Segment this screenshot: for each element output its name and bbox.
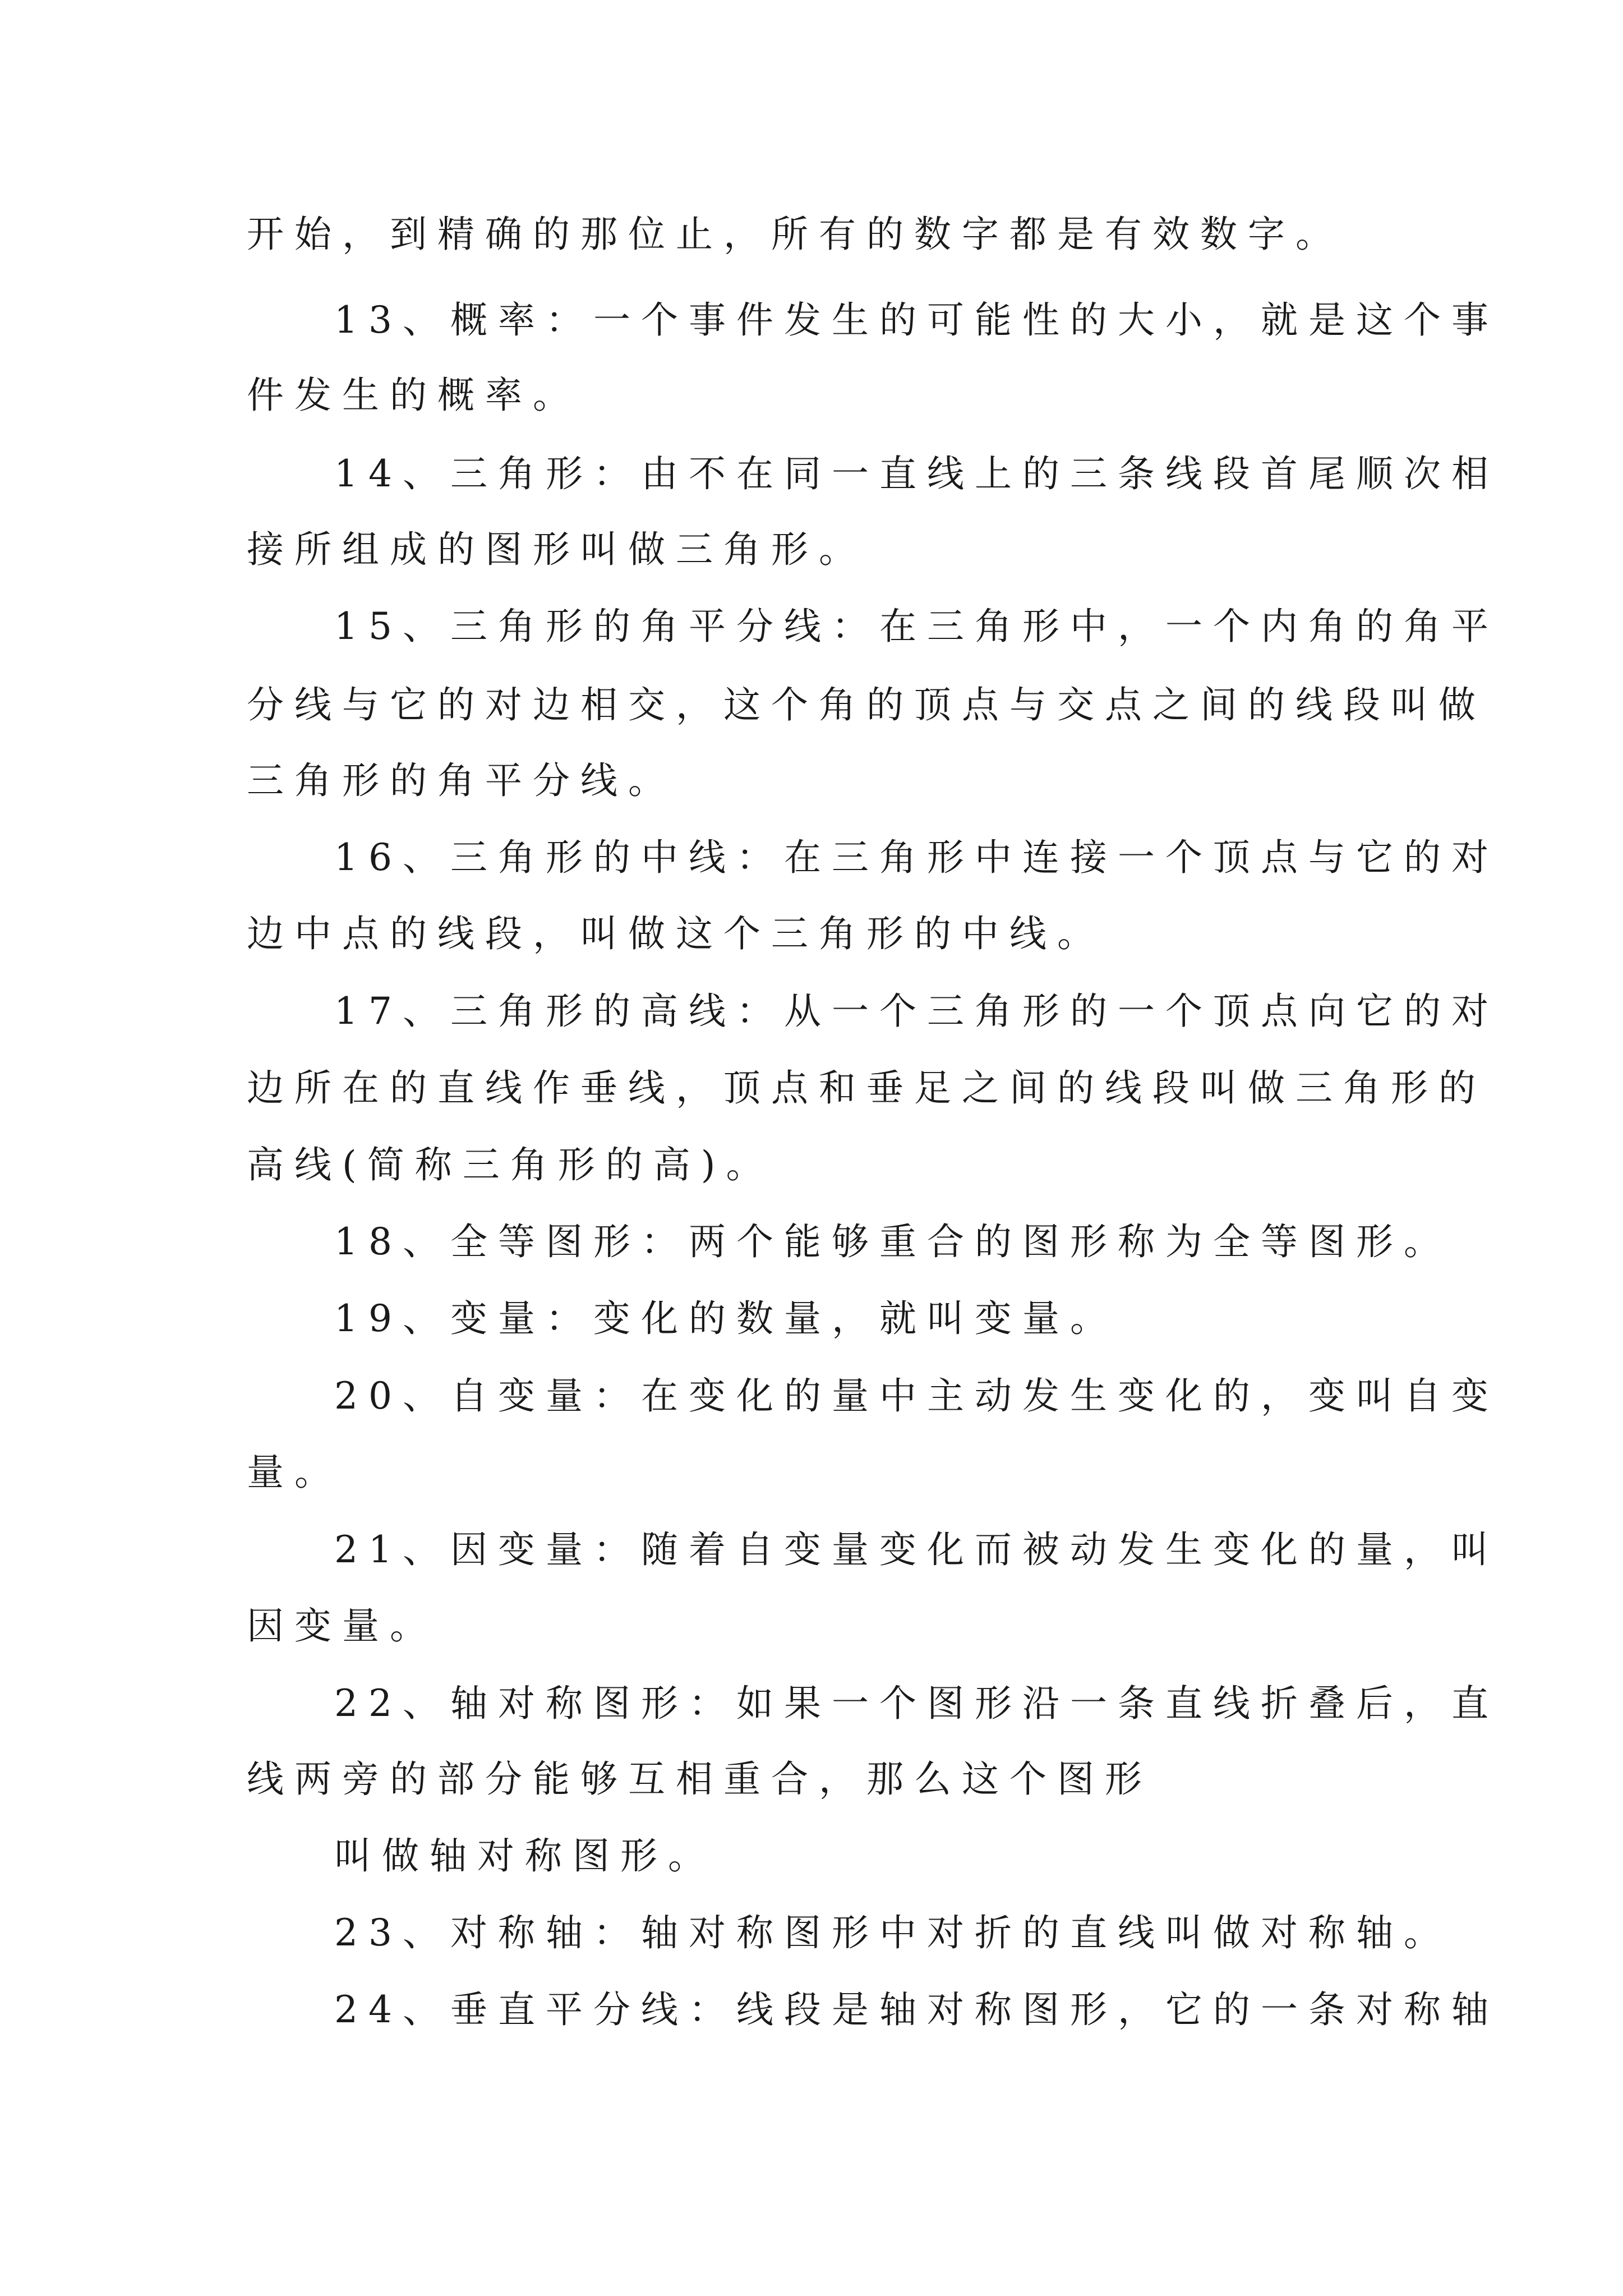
text-line-item-16: 16、三角形的中线：在三角形中连接一个顶点与它的对 [334, 836, 1499, 879]
text-line: 边中点的线段，叫做这个三角形的中线。 [247, 912, 1105, 955]
text-line-item-17: 17、三角形的高线：从一个三角形的一个顶点向它的对 [334, 990, 1499, 1033]
text-line-item-15: 15、三角形的角平分线：在三角形中，一个内角的角平 [334, 605, 1499, 648]
text-line-item-22: 22、轴对称图形：如果一个图形沿一条直线折叠后，直 [334, 1682, 1499, 1725]
text-line-item-13: 13、概率：一个事件发生的可能性的大小，就是这个事 [334, 298, 1499, 342]
text-line: 分线与它的对边相交，这个角的顶点与交点之间的线段叫做 [247, 683, 1486, 726]
text-line-item-24: 24、垂直平分线：线段是轴对称图形，它的一条对称轴 [334, 1988, 1499, 2031]
text-line: 因变量。 [247, 1604, 437, 1648]
text-line: 边所在的直线作垂线，顶点和垂足之间的线段叫做三角形的 [247, 1066, 1486, 1110]
text-line: 叫做轴对称图形。 [334, 1834, 716, 1878]
text-line-item-23: 23、对称轴：轴对称图形中对折的直线叫做对称轴。 [334, 1911, 1451, 1954]
text-line-item-20: 20、自变量：在变化的量中主动发生变化的，变叫自变 [334, 1374, 1499, 1418]
text-line-item-19: 19、变量：变化的数量，就叫变量。 [334, 1297, 1118, 1340]
text-line-item-21: 21、因变量：随着自变量变化而被动发生变化的量，叫 [334, 1528, 1499, 1571]
text-line: 线两旁的部分能够互相重合，那么这个图形 [247, 1757, 1152, 1801]
text-line-item-18: 18、全等图形：两个能够重合的图形称为全等图形。 [334, 1220, 1451, 1263]
text-line: 量。 [247, 1451, 342, 1494]
text-line: 接所组成的图形叫做三角形。 [247, 528, 866, 571]
text-line: 件发生的概率。 [247, 374, 580, 417]
text-line: 开始，到精确的那位止，所有的数字都是有效数字。 [247, 213, 1343, 256]
text-line: 高线(简称三角形的高)。 [247, 1143, 774, 1186]
text-line: 三角形的角平分线。 [247, 759, 676, 802]
text-line-item-14: 14、三角形：由不在同一直线上的三条线段首尾顺次相 [334, 452, 1499, 495]
